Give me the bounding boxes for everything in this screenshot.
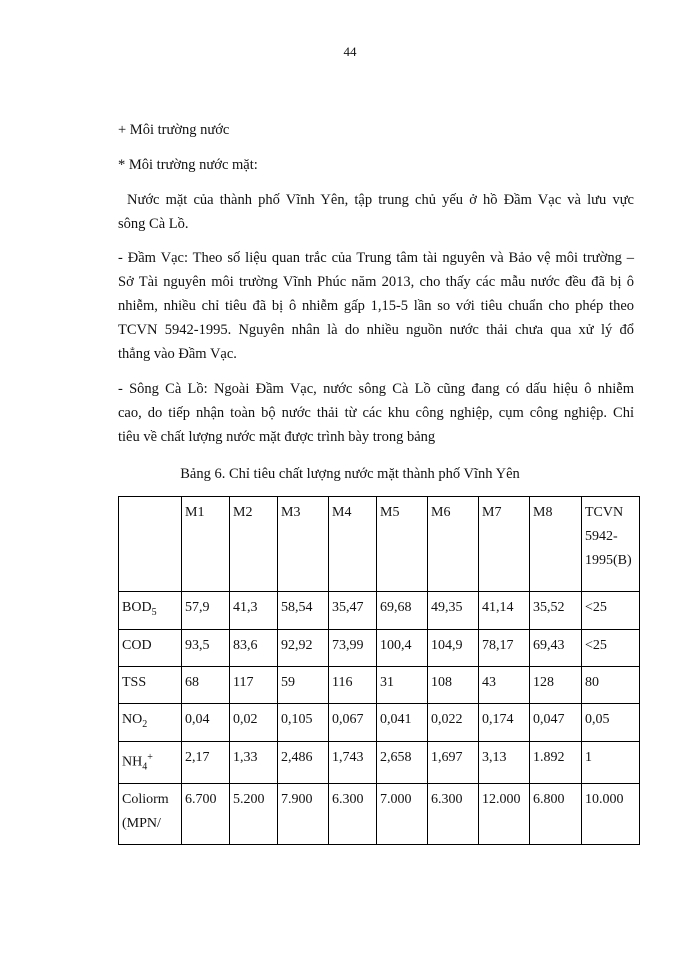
cell-value: 59 — [278, 666, 329, 703]
cell-value: 6.300 — [329, 784, 377, 845]
cell-value: 93,5 — [182, 629, 230, 666]
cell-standard: 1 — [582, 741, 640, 783]
cell-value: 41,3 — [230, 592, 278, 630]
cell-value: 0,04 — [182, 703, 230, 741]
paragraph-dam-vac-line-5: thẳng vào Đầm Vạc. — [118, 346, 237, 362]
row-label: TSS — [119, 666, 182, 703]
cell-value: 1,697 — [428, 741, 479, 783]
header-m2: M2 — [230, 497, 278, 592]
cell-value: 104,9 — [428, 629, 479, 666]
table-row-cod — [119, 629, 640, 666]
cell-value: 2,486 — [278, 741, 329, 783]
cell-value: 0,022 — [428, 703, 479, 741]
heading-water-environment: + Môi trường nước — [118, 122, 230, 138]
cell-value: 100,4 — [377, 629, 428, 666]
row-label-line-2: (MPN/ — [122, 816, 161, 832]
table-row-nh4 — [119, 741, 640, 783]
paragraph-dam-vac-line-3: nhiễm, nhiều chỉ tiêu đã bị ô nhiễm gấp 1,15-5 lần so với tiêu chuẩn cho phép theo — [118, 298, 634, 314]
cell-value: 69,43 — [530, 629, 582, 666]
cell-value: 7.000 — [377, 784, 428, 845]
header-m6: M6 — [428, 497, 479, 592]
cell-value: 116 — [329, 666, 377, 703]
cell-value: 43 — [479, 666, 530, 703]
cell-value: 108 — [428, 666, 479, 703]
cell-value: 2,17 — [182, 741, 230, 783]
paragraph-dam-vac-line-4: TCVN 5942-1995. Nguyên nhân là do nhiều nguồn nước thải chưa qua xử lý đổ — [118, 322, 634, 338]
cell-value: 78,17 — [479, 629, 530, 666]
cell-value: 0,067 — [329, 703, 377, 741]
cell-value: 57,9 — [182, 592, 230, 630]
header-tcvn — [582, 497, 640, 592]
paragraph-dam-vac-line-1: - Đầm Vạc: Theo số liệu quan trắc của Trung tâm tài nguyên và Bảo vệ môi trường – — [118, 250, 634, 266]
cell-value: 6.300 — [428, 784, 479, 845]
paragraph-dam-vac-line-2: Sở Tài nguyên môi trường Vĩnh Phúc năm 2013, cho thấy các mẫu nước đều đã bị ô — [118, 274, 634, 290]
table-caption: Bảng 6. Chỉ tiêu chất lượng nước mặt thành phố Vĩnh Yên — [180, 466, 520, 482]
cell-standard: <25 — [582, 592, 640, 630]
table-row-bod5 — [119, 592, 640, 630]
cell-value: 6.700 — [182, 784, 230, 845]
cell-value: 35,52 — [530, 592, 582, 630]
cell-standard: 10.000 — [582, 784, 640, 845]
cell-value: 12.000 — [479, 784, 530, 845]
cell-value: 83,6 — [230, 629, 278, 666]
cell-value: 0,105 — [278, 703, 329, 741]
cell-value: 117 — [230, 666, 278, 703]
cell-value: 49,35 — [428, 592, 479, 630]
cell-value: 1,743 — [329, 741, 377, 783]
cell-value: 41,14 — [479, 592, 530, 630]
cell-value: 6.800 — [530, 784, 582, 845]
header-tcvn-line-2: 5942- — [585, 529, 618, 544]
paragraph-intro-line-2: sông Cà Lồ. — [118, 216, 189, 232]
paragraph-ca-lo-line-3: tiêu về chất lượng nước mặt được trình bày trong bảng — [118, 429, 436, 445]
cell-value: 35,47 — [329, 592, 377, 630]
water-quality-table — [118, 496, 640, 845]
header-m8: M8 — [530, 497, 582, 592]
header-m5: M5 — [377, 497, 428, 592]
header-m7: M7 — [479, 497, 530, 592]
heading-surface-water: * Môi trường nước mặt: — [118, 157, 258, 173]
paragraph-ca-lo-line-1: - Sông Cà Lồ: Ngoài Đầm Vạc, nước sông Cà Lồ cũng đang có dấu hiệu ô nhiễm — [118, 381, 634, 397]
row-label: COD — [119, 629, 182, 666]
cell-value: 92,92 — [278, 629, 329, 666]
row-label: $BOD_5$ — [119, 592, 182, 630]
cell-value: 0,047 — [530, 703, 582, 741]
cell-value: 68 — [182, 666, 230, 703]
table-row-no2 — [119, 703, 640, 741]
cell-value: 69,68 — [377, 592, 428, 630]
cell-value: 0,041 — [377, 703, 428, 741]
cell-value: 2,658 — [377, 741, 428, 783]
cell-value: 0,174 — [479, 703, 530, 741]
header-m1: M1 — [182, 497, 230, 592]
row-label — [119, 784, 182, 845]
cell-value: 58,54 — [278, 592, 329, 630]
cell-value: 3,13 — [479, 741, 530, 783]
page-number: 44 — [343, 44, 357, 59]
cell-value: 5.200 — [230, 784, 278, 845]
cell-value: 128 — [530, 666, 582, 703]
header-empty-cell — [119, 497, 182, 592]
table-row-tss — [119, 666, 640, 703]
cell-standard: <25 — [582, 629, 640, 666]
cell-value: 31 — [377, 666, 428, 703]
cell-standard: 0,05 — [582, 703, 640, 741]
row-label: $NO_2$ — [119, 703, 182, 741]
paragraph-intro-line-1: Nước mặt của thành phố Vĩnh Yên, tập trung chủ yếu ở hồ Đầm Vạc và lưu vực — [127, 192, 634, 208]
cell-standard: 80 — [582, 666, 640, 703]
cell-value: 0,02 — [230, 703, 278, 741]
row-label-line-1: Coliorm — [122, 792, 169, 808]
header-tcvn-line-1: TCVN — [585, 505, 624, 520]
header-m3: M3 — [278, 497, 329, 592]
cell-value: 1.892 — [530, 741, 582, 783]
paragraph-ca-lo-line-2: cao, do tiếp nhận toàn bộ nước thải từ các khu công nghiệp, cụm công nghiệp. Chỉ — [118, 405, 634, 421]
cell-value: 1,33 — [230, 741, 278, 783]
row-label: $NH_4^+$ — [119, 741, 182, 783]
table-row-coliform — [119, 784, 640, 845]
cell-value: 73,99 — [329, 629, 377, 666]
table-header-row — [119, 497, 640, 592]
cell-value: 7.900 — [278, 784, 329, 845]
header-m4: M4 — [329, 497, 377, 592]
header-tcvn-line-3: 1995(B) — [585, 553, 632, 568]
